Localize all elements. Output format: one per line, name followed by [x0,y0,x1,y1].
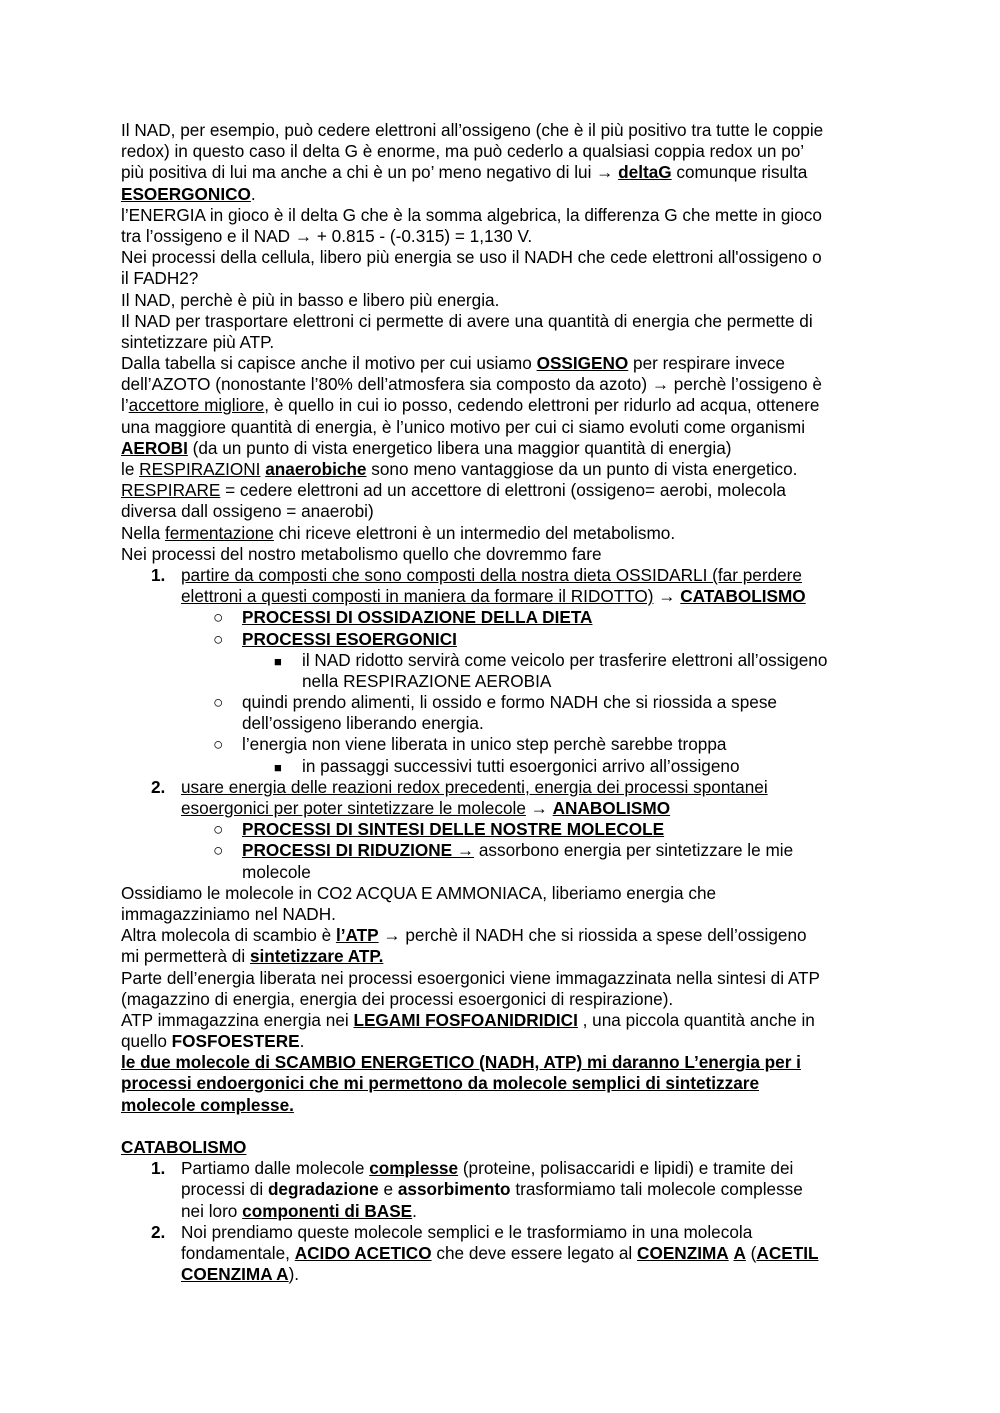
arrow: → [653,586,681,607]
keyword-a: A [733,1242,746,1263]
text: nei loro [181,1200,243,1221]
circle-bullet-icon: ○ [213,692,224,713]
sub-list-item [121,629,891,650]
section-heading [121,1137,891,1158]
list-item [121,1158,891,1179]
text: usare energia delle reazioni redox precedenti, energia dei processi spontanei [181,776,768,797]
list-item-continuation [121,1264,891,1285]
text: dell’AZOTO (nonostante l’80% dell’atmosfera sia composto da azoto) → perchè l’ossigeno è [121,374,822,395]
text: Parte dell’energia liberata nei processi esoergonici viene immagazzinata nella sintesi di ATP [121,967,821,988]
text: molecole [242,861,311,882]
text: tra l’ossigeno e il NAD → + 0.815 - (-0.315) = 1,130 V. [121,225,533,246]
list-number: 1. [151,1158,166,1179]
text: PROCESSI DI RIDUZIONE → [242,840,475,861]
sub-list-item [121,607,891,628]
list-item-continuation [121,798,891,819]
paragraph-line [121,1095,891,1116]
keyword-accettore-migliore: accettore migliore [128,395,265,416]
text: Il NAD, per esempio, può cedere elettroni all’ossigeno (che è il più positivo tra tutte le coppie [121,120,824,140]
keyword-coenzima-a: COENZIMA A [181,1264,289,1285]
keyword-fosfoestere: FOSFOESTERE [171,1031,300,1052]
paragraph-line [121,141,891,162]
sub-list-continuation [121,713,891,734]
text: diversa dall ossigeno = anaerobi) [121,501,374,522]
text: Nei processi del nostro metabolismo quello che dovremmo fare [121,543,602,564]
paragraph-line [121,205,891,226]
text: (da un punto di vista energetico libera una maggior quantità di energia) [187,437,732,458]
list-item-continuation [121,1179,891,1200]
text: . [250,183,256,204]
circle-bullet-icon: ○ [213,628,224,649]
heading-catabolismo: CATABOLISMO [121,1137,247,1157]
paragraph-line [121,1031,891,1052]
keyword-respirazioni: RESPIRAZIONI [139,459,261,479]
text: Ossidiamo le molecole in CO2 ACQUA E AMMONIACA, liberiamo energia che [121,882,717,903]
text: per respirare invece [628,353,785,374]
text: PROCESSI ESOERGONICI [242,628,457,649]
text: ATP immagazzina energia nei [121,1009,354,1030]
text: redox) in questo caso il delta G è enorme, ma può cederlo a qualsiasi coppia redox un po’ [121,141,805,162]
text: . [299,1031,305,1052]
text: ( [745,1242,757,1263]
list-item-continuation [121,586,891,607]
text: . [412,1200,417,1221]
text: comunque risulta [671,162,808,183]
text: , è quello in cui io posso, cedendo elettroni per ridurlo ad acqua, ottenere [264,395,820,416]
paragraph-line [121,544,891,565]
text: molecole complesse. [121,1094,294,1115]
keyword-esoergonico: ESOERGONICO [121,183,251,204]
text: Il NAD per trasportare elettroni ci permette di avere una quantità di energia che permette di [121,310,813,331]
paragraph-line [121,883,891,904]
text: trasformiamo tali molecole complesse [510,1179,803,1200]
text: più positiva di lui ma anche a chi è un po’ meno negativo di lui → [121,162,619,183]
keyword-degradazione: degradazione [267,1179,379,1200]
paragraph-line [121,1052,891,1073]
paragraph-line [121,417,891,438]
text: esoergonici per poter sintetizzare le molecole [181,798,526,818]
paragraph-line [121,395,891,416]
paragraph-line [121,1073,891,1094]
paragraph-line [121,311,891,332]
text: che deve essere legato al [431,1242,638,1263]
text: Dalla tabella si capisce anche il motivo per cui usiamo [121,353,537,374]
text: Altra molecola di scambio è [121,925,336,946]
sub-list-item [121,734,891,755]
paragraph-line [121,120,891,141]
paragraph-line [121,501,891,522]
text: Partiamo dalle molecole [181,1158,370,1179]
keyword-anabolismo: ANABOLISMO [552,798,671,818]
list-item [121,565,891,586]
sub-list-item [121,840,891,861]
text: le [121,459,140,479]
keyword-componenti-di-base: componenti di BASE [242,1200,413,1221]
paragraph-line [121,290,891,311]
text: PROCESSI DI OSSIDAZIONE DELLA DIETA [242,607,593,628]
text: Nella [121,522,165,543]
paragraph-line [121,374,891,395]
paragraph-line [121,480,891,501]
text: nella RESPIRAZIONE AEROBIA [302,670,552,691]
text: PROCESSI DI SINTESI DELLE NOSTRE MOLECOLE [242,819,665,840]
text: (proteine, polisaccaridi e lipidi) e tramite dei [458,1158,794,1179]
text: l’energia non viene liberata in unico step perchè sarebbe troppa [242,734,727,755]
keyword-acetil: ACETIL [756,1242,819,1263]
text: quindi prendo alimenti, li ossido e formo NADH che si riossida a spese [242,692,777,713]
text: il NAD ridotto servirà come veicolo per trasferire elettroni all’ossigeno [302,649,828,670]
paragraph-line [121,523,891,544]
keyword-acido-acetico: ACIDO ACETICO [294,1242,432,1263]
text: in passaggi successivi tutti esoergonici arrivo all’ossigeno [302,755,740,776]
paragraph-line [121,162,891,183]
list-number: 2. [151,776,166,797]
text: quello [121,1031,172,1052]
sub-sub-list-item [121,756,891,777]
text: assorbono energia per sintetizzare le mie [474,840,794,861]
paragraph-line [121,247,891,268]
text: e [378,1179,398,1200]
keyword-complesse: complesse [369,1158,459,1179]
text: partire da composti che sono composti della nostra dieta OSSIDARLI (far perdere [181,564,802,585]
paragraph-line [121,438,891,459]
paragraph-line [121,268,891,289]
paragraph-line [121,968,891,989]
arrow: → [525,798,553,818]
keyword-coenzima: COENZIMA [637,1242,729,1263]
keyword-atp: l’ATP [335,925,379,946]
list-item-continuation [121,1201,891,1222]
square-bullet-icon: ■ [274,759,282,775]
keyword-catabolismo: CATABOLISMO [680,586,806,607]
square-bullet-icon: ■ [274,653,282,669]
circle-bullet-icon: ○ [213,819,224,840]
text: Il NAD, perchè è più in basso e libero più energia. [121,289,500,310]
text: l’ENERGIA in gioco è il delta G che è la somma algebrica, la differenza G che mette in gioco [121,204,822,225]
keyword-aerobi: AEROBI [121,437,188,458]
text: → perchè il NADH che si riossida a spese dell’ossigeno [378,925,807,946]
paragraph-line [121,989,891,1010]
text: (magazzino di energia, energia dei processi esoergonici di respirazione). [121,988,674,1009]
keyword-ossigeno: OSSIGENO [536,353,629,374]
text: una maggiore quantità di energia, è l’unico motivo per cui ci siamo evoluti come organismi [121,416,806,437]
keyword-fermentazione: fermentazione [164,522,274,543]
keyword-anaerobiche: anaerobiche [265,459,367,479]
keyword-respirare: RESPIRARE [121,480,221,501]
sub-list-item [121,819,891,840]
circle-bullet-icon: ○ [213,607,224,628]
paragraph-line [121,904,891,925]
text: il FADH2? [121,268,199,289]
text: elettroni a questi composti in maniera da formare il RIDOTTO) [181,586,654,607]
blank-line [121,1116,891,1137]
keyword-sintetizzare-atp: sintetizzare ATP. [249,946,384,967]
text: sintetizzare più ATP. [121,331,275,352]
keyword-legami-fosfoanidridici: LEGAMI FOSFOANIDRIDICI [353,1009,578,1030]
list-number: 2. [151,1221,166,1242]
text: dell’ossigeno liberando energia. [242,713,484,734]
paragraph-line [121,184,891,205]
list-item [121,777,891,798]
paragraph-line [121,353,891,374]
sub-list-continuation [121,862,891,883]
text: chi riceve elettroni è un intermedio del metabolismo. [273,522,676,543]
paragraph-line [121,1010,891,1031]
text: processi endoergonici che mi permettono da molecole semplici di sintetizzare [121,1073,760,1094]
document-body [121,120,891,1285]
text: fondamentale, [181,1242,295,1263]
circle-bullet-icon: ○ [213,734,224,755]
text: = cedere elettroni ad un accettore di elettroni (ossigeno= aerobi, molecola [220,480,786,501]
text: processi di [181,1179,268,1200]
text: ). [288,1264,300,1285]
paragraph-line [121,946,891,967]
keyword-assorbimento: assorbimento [397,1179,511,1200]
list-number: 1. [151,564,166,585]
sub-sub-list-item [121,650,891,671]
paragraph-line [121,925,891,946]
list-item-continuation [121,1243,891,1264]
text: sono meno vantaggiose da un punto di vista energetico. [366,459,798,479]
paragraph-line [121,332,891,353]
text: , una piccola quantità anche in [577,1009,815,1030]
sub-list-item [121,692,891,713]
paragraph-line [121,459,891,480]
sub-sub-list-continuation [121,671,891,692]
text: Nei processi della cellula, libero più energia se uso il NADH che cede elettroni all'ossigeno o [121,247,822,268]
paragraph-line [121,226,891,247]
circle-bullet-icon: ○ [213,840,224,861]
text: Noi prendiamo queste molecole semplici e le trasformiamo in una molecola [181,1221,753,1242]
text: immagazziniamo nel NADH. [121,903,336,924]
text: mi permetterà di [121,946,250,967]
text: le due molecole di SCAMBIO ENERGETICO (NADH, ATP) mi daranno L’energia per i [121,1052,801,1073]
keyword-deltag: deltaG [618,162,672,183]
text: l’ [121,395,129,416]
list-item [121,1222,891,1243]
